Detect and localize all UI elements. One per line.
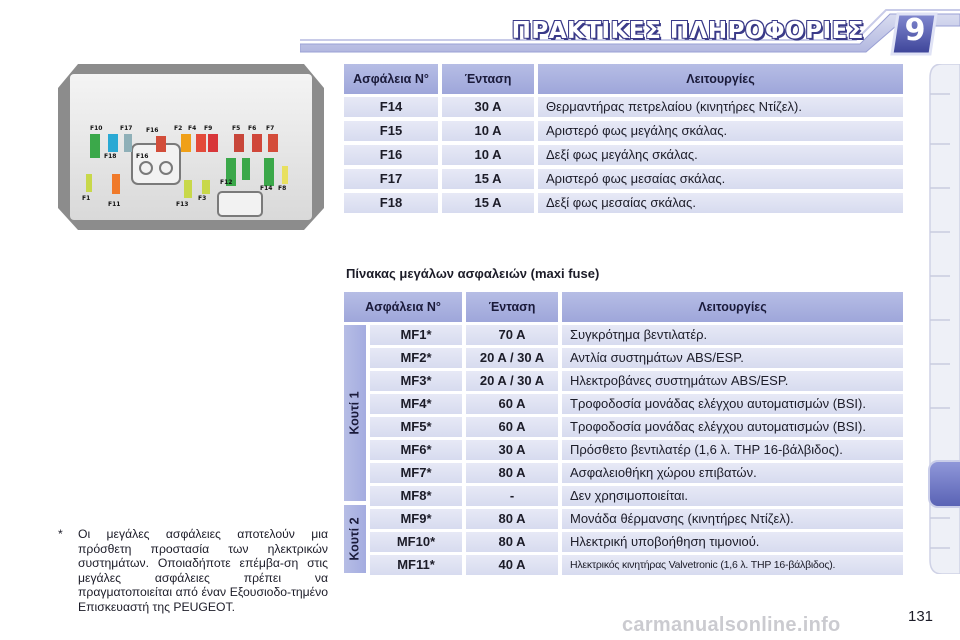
fuse-label: F8 — [278, 185, 287, 192]
fuse-amperage: 60 A — [466, 417, 558, 437]
fuse-amperage: - — [466, 486, 558, 506]
fuse-label: F14 — [260, 185, 273, 192]
fuse-number: MF8* — [370, 486, 462, 506]
fuse-amperage: 80 A — [466, 509, 558, 529]
fuse-function: Αριστερό φως μεγάλης σκάλας. — [538, 121, 903, 141]
fuse-number: MF2* — [370, 348, 462, 368]
fuse-box-diagram — [56, 62, 326, 232]
fuse-label: F3 — [198, 195, 207, 202]
fuse-number: MF7* — [370, 463, 462, 483]
fuse-number: MF1* — [370, 325, 462, 345]
fuse-number: F18 — [344, 193, 438, 213]
fuse-amperage: 20 A / 30 A — [466, 348, 558, 368]
box-1-label: Κουτί 1 — [344, 325, 366, 501]
section-title: Πίνακας μεγάλων ασφαλειών (maxi fuse) — [346, 266, 600, 281]
fuse-number: MF4* — [370, 394, 462, 414]
fuse-label: F16 — [136, 153, 149, 160]
fuse-label: F12 — [220, 179, 233, 186]
column-header-fuse: Ασφάλεια N° — [344, 292, 462, 322]
fuse-amperage: 70 A — [466, 325, 558, 345]
fuse-label: F2 — [174, 125, 183, 132]
fuse-label: F11 — [108, 201, 121, 208]
fuse-amperage: 80 A — [466, 463, 558, 483]
fuse-number: MF6* — [370, 440, 462, 460]
fuse-function: Αντλία συστημάτων ABS/ESP. — [562, 348, 903, 368]
fuse-function: Τροφοδοσία μονάδας ελέγχου αυτοματισμών (BSI). — [562, 417, 903, 437]
watermark: carmanualsonline.info — [622, 614, 841, 636]
box-2-label: Κουτί 2 — [344, 505, 366, 573]
fuse-amperage: 60 A — [466, 394, 558, 414]
fuse-label: F9 — [204, 125, 213, 132]
fuse-label: F10 — [90, 125, 103, 132]
fuse-label: F4 — [188, 125, 197, 132]
chapter-number: 9 — [904, 13, 926, 48]
fuse-number: MF9* — [370, 509, 462, 529]
fuse-amperage: 10 A — [442, 145, 534, 165]
column-header-functions: Λειτουργίες — [562, 292, 903, 322]
fuse-label: F17 — [120, 125, 133, 132]
fuse-label: F7 — [266, 125, 275, 132]
fuse-function: Ηλεκτρική υποβοήθηση τιμονιού. — [562, 532, 903, 552]
column-header-amperage: Ένταση — [442, 64, 534, 94]
fuse-amperage: 10 A — [442, 121, 534, 141]
column-header-fuse: Ασφάλεια N° — [344, 64, 438, 94]
fuse-number: MF10* — [370, 532, 462, 552]
fuse-amperage: 20 A / 30 A — [466, 371, 558, 391]
fuse-function: Ηλεκτρικός κινητήρας Valvetronic (1,6 λ. THP 16-βάλβιδος). — [562, 555, 903, 575]
fuse-function: Τροφοδοσία μονάδας ελέγχου αυτοματισμών (BSI). — [562, 394, 903, 414]
fuse-label: F16 — [146, 127, 159, 134]
footnote-marker: * — [58, 527, 63, 541]
fuse-function: Μονάδα θέρμανσης (κινητήρες Ντίζελ). — [562, 509, 903, 529]
fuse-number: F17 — [344, 169, 438, 189]
fuse-function: Θερμαντήρας πετρελαίου (κινητήρες Ντίζελ). — [538, 97, 903, 117]
footnote-text: Οι μεγάλες ασφάλειες αποτελούν μια πρόσθετη προστασία των ηλεκτρικών συστημάτων. Οποιαδήποτε επέμβα-ση στις μεγάλες ασφάλειες πρέπει να πραγματοποιείται από έναν Εξουσιοδο-τημένο Επισκευαστή της PEUGEOT. — [78, 527, 328, 614]
fuse-function: Δεν χρησιμοποιείται. — [562, 486, 903, 506]
fuse-label: F6 — [248, 125, 257, 132]
fuse-number: MF3* — [370, 371, 462, 391]
column-header-functions: Λειτουργίες — [538, 64, 903, 94]
fuse-amperage: 30 A — [442, 97, 534, 117]
fuse-amperage: 80 A — [466, 532, 558, 552]
fuse-number: F15 — [344, 121, 438, 141]
fuse-label: F13 — [176, 201, 189, 208]
fuse-amperage: 15 A — [442, 193, 534, 213]
fuse-amperage: 30 A — [466, 440, 558, 460]
column-header-amperage: Ένταση — [466, 292, 558, 322]
fuse-amperage: 15 A — [442, 169, 534, 189]
fuse-number: MF11* — [370, 555, 462, 575]
fuse-function: Ηλεκτροβάνες συστημάτων ABS/ESP. — [562, 371, 903, 391]
fuse-function: Πρόσθετο βεντιλατέρ (1,6 λ. THP 16-βάλβιδος). — [562, 440, 903, 460]
fuse-amperage: 40 A — [466, 555, 558, 575]
fuse-function: Δεξί φως μεσαίας σκάλας. — [538, 193, 903, 213]
fuse-number: F16 — [344, 145, 438, 165]
fuse-label: F18 — [104, 153, 117, 160]
fuse-function: Δεξί φως μεγάλης σκάλας. — [538, 145, 903, 165]
chapter-tab-active[interactable] — [928, 460, 960, 508]
fuse-function: Συγκρότημα βεντιλατέρ. — [562, 325, 903, 345]
fuse-label: F1 — [82, 195, 91, 202]
fuse-number: F14 — [344, 97, 438, 117]
fuse-function: Αριστερό φως μεσαίας σκάλας. — [538, 169, 903, 189]
page-title: ΠΡΑΚΤΙΚΕΣ ΠΛΗΡΟΦΟΡΙΕΣ — [511, 18, 864, 44]
fuse-label: F5 — [232, 125, 241, 132]
fuse-function: Ασφαλειοθήκη χώρου επιβατών. — [562, 463, 903, 483]
fuse-number: MF5* — [370, 417, 462, 437]
page-number: 131 — [908, 608, 934, 625]
